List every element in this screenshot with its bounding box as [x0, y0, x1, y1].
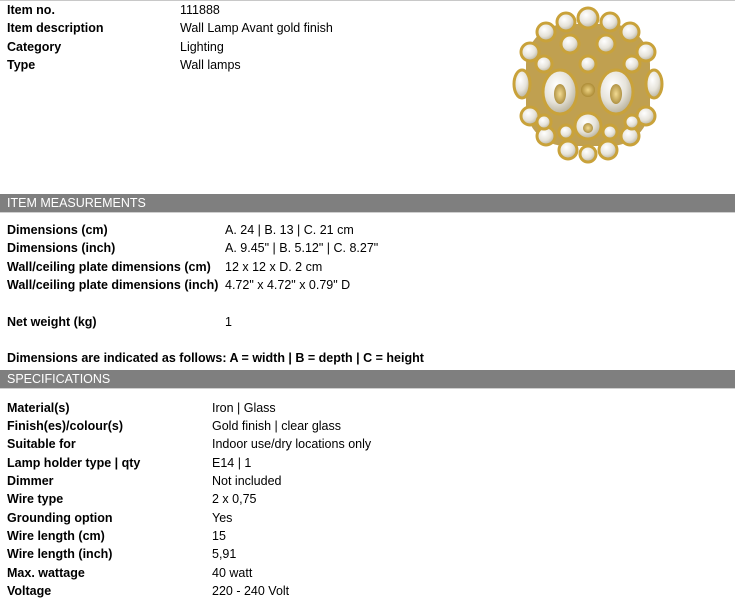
voltage-value: 220 - 240 Volt: [212, 584, 290, 598]
dimensions-inch-value: A. 9.45" | B. 5.12" | C. 8.27": [225, 241, 379, 255]
wire-length-cm-label: Wire length (cm): [7, 529, 105, 543]
wire-length-inch-label: Wire length (inch): [7, 547, 113, 561]
finish-label: Finish(es)/colour(s): [7, 419, 123, 433]
wire-length-cm-value: 15: [212, 529, 226, 543]
type-value: Wall lamps: [180, 58, 241, 72]
item-description-value: Wall Lamp Avant gold finish: [180, 21, 333, 35]
item-number-label: Item no.: [7, 3, 55, 17]
suitable-for-value: Indoor use/dry locations only: [212, 437, 372, 451]
type-label: Type: [7, 58, 36, 72]
wire-type-value: 2 x 0,75: [212, 492, 257, 506]
voltage-label: Voltage: [7, 584, 52, 598]
lamp-holder-value: E14 | 1: [212, 456, 252, 470]
dimensions-inch-label: Dimensions (inch): [7, 241, 116, 255]
category-value: Lighting: [180, 40, 224, 54]
grounding-label: Grounding option: [7, 511, 113, 525]
dimensions-legend-note: Dimensions are indicated as follows: A = width | B = depth | C = height: [7, 351, 424, 365]
grounding-value: Yes: [212, 511, 233, 525]
net-weight-label: Net weight (kg): [7, 315, 97, 329]
top-border: [0, 0, 735, 1]
item-measurements-header: ITEM MEASUREMENTS: [0, 194, 735, 212]
max-wattage-value: 40 watt: [212, 566, 253, 580]
finish-value: Gold finish | clear glass: [212, 419, 341, 433]
dimensions-cm-value: A. 24 | B. 13 | C. 21 cm: [225, 223, 354, 237]
plate-dimensions-cm-value: 12 x 12 x D. 2 cm: [225, 260, 323, 274]
specifications-header: SPECIFICATIONS: [0, 370, 735, 388]
wall-lamp-photo: [508, 4, 668, 166]
header-divider: [0, 388, 735, 389]
header-divider: [0, 212, 735, 213]
plate-dimensions-inch-value: 4.72" x 4.72" x 0.79" D: [225, 278, 351, 292]
plate-dimensions-cm-label: Wall/ceiling plate dimensions (cm): [7, 260, 211, 274]
dimmer-value: Not included: [212, 474, 282, 488]
category-label: Category: [7, 40, 62, 54]
suitable-for-label: Suitable for: [7, 437, 76, 451]
item-number-value: 111888: [180, 3, 220, 17]
material-label: Material(s): [7, 401, 70, 415]
lamp-holder-label: Lamp holder type | qty: [7, 456, 141, 470]
item-description-label: Item description: [7, 21, 104, 35]
wire-length-inch-value: 5,91: [212, 547, 237, 561]
wire-type-label: Wire type: [7, 492, 64, 506]
material-value: Iron | Glass: [212, 401, 276, 415]
plate-dimensions-inch-label: Wall/ceiling plate dimensions (inch): [7, 278, 219, 292]
net-weight-value: 1: [225, 315, 232, 329]
dimensions-cm-label: Dimensions (cm): [7, 223, 108, 237]
max-wattage-label: Max. wattage: [7, 566, 85, 580]
dimmer-label: Dimmer: [7, 474, 54, 488]
